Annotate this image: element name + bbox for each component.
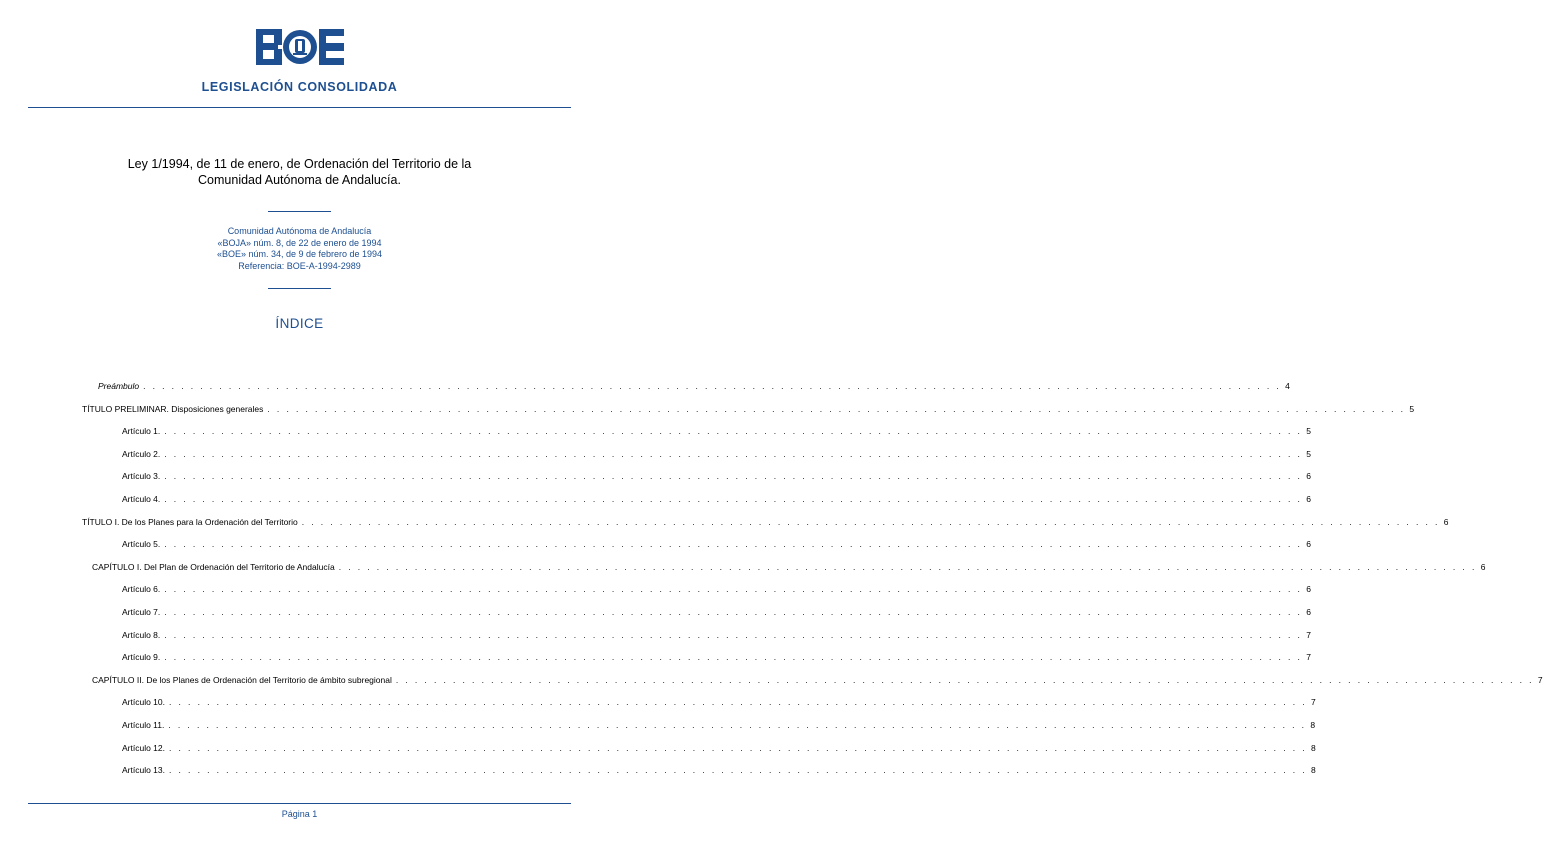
toc-entry-label: Artículo 9. — [122, 652, 161, 663]
toc-entry[interactable] — [122, 423, 1312, 437]
toc-leader-dots: . . . . . . . . . . . . . . . . . . . . . . . . . . . . . . . . . . . . . . . . . . . . . . . . . . . . . . . . . . . . . . . . . . . . . . . . . . . . . . . . . . . . . . . . . . . . . . . . . . . . . . . . . . . . . . . . . . . . . . . . — [169, 765, 1308, 776]
index-title: ÍNDICE — [275, 316, 324, 331]
toc-entry[interactable] — [122, 740, 1316, 754]
toc-entry-label: Artículo 7. — [122, 607, 161, 617]
toc-entry-page: 6 — [1306, 494, 1312, 504]
toc-leader-dots: . . . . . . . . . . . . . . . . . . . . . . . . . . . . . . . . . . . . . . . . . . . . . . . . . . . . . . . . . . . . . . . . . . . . . . . . . . . . . . . . . . . . . . . . . . . . . . . . . . . . . . . . . . . . . . . . . . . . . . . . — [301, 516, 1440, 527]
toc-entry-label: Artículo 4. — [122, 494, 161, 504]
toc-entry[interactable] — [122, 604, 1312, 618]
toc-leader-dots: . . . . . . . . . . . . . . . . . . . . . . . . . . . . . . . . . . . . . . . . . . . . . . . . . . . . . . . . . . . . . . . . . . . . . . . . . . . . . . . . . . . . . . . . . . . . . . . . . . . . . . . . . . . . . . . . . . . . . . . . — [164, 426, 1303, 437]
toc-entry-page: 7 — [1306, 629, 1312, 640]
toc-entry-page: 5 — [1306, 426, 1312, 437]
toc-leader-dots: . . . . . . . . . . . . . . . . . . . . . . . . . . . . . . . . . . . . . . . . . . . . . . . . . . . . . . . . . . . . . . . . . . . . . . . . . . . . . . . . . . . . . . . . . . . . . . . . . . . . . . . . . . . . . . . . . . . . . . . . — [169, 742, 1308, 753]
toc-leader-dots: . . . . . . . . . . . . . . . . . . . . . . . . . . . . . . . . . . . . . . . . . . . . . . . . . . . . . . . . . . . . . . . . . . . . . . . . . . . . . . . . . . . . . . . . . . . . . . . . . . . . . . . . . . . . . . . . . . . . . . . . — [164, 539, 1303, 550]
toc-leader-dots: . . . . . . . . . . . . . . . . . . . . . . . . . . . . . . . . . . . . . . . . . . . . . . . . . . . . . . . . . . . . . . . . . . . . . . . . . . . . . . . . . . . . . . . . . . . . . . . . . . . . . . . . . . . . . . . . . . . . . . . . — [164, 584, 1303, 595]
toc-entry[interactable] — [122, 468, 1312, 482]
meta-region: Comunidad Autónoma de Andalucía — [227, 226, 372, 236]
toc-leader-dots: . . . . . . . . . . . . . . . . . . . . . . . . . . . . . . . . . . . . . . . . . . . . . . . . . . . . . . . . . . . . . . . . . . . . . . . . . . . . . . . . . . . . . . . . . . . . . . . . . . . . . . . . . . . . . . . . . . . . . . . . — [143, 381, 1282, 391]
toc-leader-dots: . . . . . . . . . . . . . . . . . . . . . . . . . . . . . . . . . . . . . . . . . . . . . . . . . . . . . . . . . . . . . . . . . . . . . . . . . . . . . . . . . . . . . . . . . . . . . . . . . . . . . . . . . . . . . . . . . . . . . . . . — [164, 652, 1303, 663]
toc-entry[interactable] — [82, 514, 1449, 528]
toc-entry[interactable] — [122, 627, 1312, 641]
toc-entry-page: 5 — [1409, 403, 1415, 414]
toc-entry-page: 7 — [1306, 652, 1312, 663]
toc-leader-dots: . . . . . . . . . . . . . . . . . . . . . . . . . . . . . . . . . . . . . . . . . . . . . . . . . . . . . . . . . . . . . . . . . . . . . . . . . . . . . . . . . . . . . . . . . . . . . . . . . . . . . . . . . . . . . . . . . . . . . . . . — [164, 471, 1303, 482]
toc-entry[interactable] — [92, 559, 1486, 573]
toc-entry[interactable] — [92, 672, 1543, 686]
toc-entry-label: CAPÍTULO II. De los Planes de Ordenación del Territorio de ámbito subregional — [92, 674, 392, 685]
toc-entry-label: Artículo 3. — [122, 471, 161, 482]
toc-entry-page: 7 — [1311, 697, 1316, 708]
toc-entry[interactable] — [98, 378, 1290, 392]
toc-entry-label: Artículo 6. — [122, 584, 161, 595]
meta-boe: «BOE» núm. 34, de 9 de febrero de 1994 — [216, 249, 383, 259]
toc-entry-label: Artículo 5. — [122, 539, 161, 550]
toc-leader-dots: . . . . . . . . . . . . . . . . . . . . . . . . . . . . . . . . . . . . . . . . . . . . . . . . . . . . . . . . . . . . . . . . . . . . . . . . . . . . . . . . . . . . . . . . . . . . . . . . . . . . . . . . . . . . . . . . . . . . . . . . — [164, 494, 1303, 504]
toc-leader-dots: . . . . . . . . . . . . . . . . . . . . . . . . . . . . . . . . . . . . . . . . . . . . . . . . . . . . . . . . . . . . . . . . . . . . . . . . . . . . . . . . . . . . . . . . . . . . . . . . . . . . . . . . . . . . . . . . . . . . . . . . — [164, 629, 1303, 640]
toc-entry-label: Artículo 1. — [122, 426, 161, 437]
toc-entry[interactable] — [122, 762, 1316, 776]
toc-entry-page: 6 — [1480, 561, 1486, 572]
toc-entry[interactable] — [122, 581, 1312, 595]
toc-leader-dots: . . . . . . . . . . . . . . . . . . . . . . . . . . . . . . . . . . . . . . . . . . . . . . . . . . . . . . . . . . . . . . . . . . . . . . . . . . . . . . . . . . . . . . . . . . . . . . . . . . . . . . . . . . . . . . . . . . . . . . . . — [267, 403, 1406, 414]
toc-entry-page: 6 — [1306, 471, 1312, 482]
toc-entry-label: Preámbulo — [98, 381, 140, 391]
toc-entry-page: 5 — [1306, 448, 1312, 459]
toc-entry-label: Artículo 13. — [122, 765, 165, 776]
toc-entry-page: 8 — [1310, 720, 1316, 730]
toc-entry-page: 8 — [1311, 742, 1316, 753]
toc-entry-page: 8 — [1311, 765, 1316, 776]
toc-leader-dots: . . . . . . . . . . . . . . . . . . . . . . . . . . . . . . . . . . . . . . . . . . . . . . . . . . . . . . . . . . . . . . . . . . . . . . . . . . . . . . . . . . . . . . . . . . . . . . . . . . . . . . . . . . . . . . . . . . . . . . . . — [395, 674, 1534, 685]
toc-leader-dots: . . . . . . . . . . . . . . . . . . . . . . . . . . . . . . . . . . . . . . . . . . . . . . . . . . . . . . . . . . . . . . . . . . . . . . . . . . . . . . . . . . . . . . . . . . . . . . . . . . . . . . . . . . . . . . . . . . . . . . . . — [169, 697, 1308, 708]
toc-leader-dots: . . . . . . . . . . . . . . . . . . . . . . . . . . . . . . . . . . . . . . . . . . . . . . . . . . . . . . . . . . . . . . . . . . . . . . . . . . . . . . . . . . . . . . . . . . . . . . . . . . . . . . . . . . . . . . . . . . . . . . . . — [164, 607, 1303, 617]
page-number: Página 1 — [281, 809, 318, 819]
toc-leader-dots: . . . . . . . . . . . . . . . . . . . . . . . . . . . . . . . . . . . . . . . . . . . . . . . . . . . . . . . . . . . . . . . . . . . . . . . . . . . . . . . . . . . . . . . . . . . . . . . . . . . . . . . . . . . . . . . . . . . . . . . . — [168, 720, 1307, 730]
toc-entry-label: CAPÍTULO I. Del Plan de Ordenación del Territorio de Andalucía — [92, 561, 335, 572]
meta-reference: Referencia: BOE-A-1994-2989 — [238, 260, 361, 271]
toc-entry-page: 7 — [1537, 674, 1543, 685]
meta-boja: «BOJA» núm. 8, de 22 de enero de 1994 — [217, 237, 382, 248]
toc-entry-label: Artículo 10. — [122, 697, 165, 708]
toc-entry-label: TÍTULO I. De los Planes para la Ordenación del Territorio — [82, 516, 298, 527]
toc-entry-page: 4 — [1285, 381, 1290, 391]
toc-entry-page: 6 — [1306, 539, 1312, 550]
toc-leader-dots: . . . . . . . . . . . . . . . . . . . . . . . . . . . . . . . . . . . . . . . . . . . . . . . . . . . . . . . . . . . . . . . . . . . . . . . . . . . . . . . . . . . . . . . . . . . . . . . . . . . . . . . . . . . . . . . . . . . . . . . . — [164, 448, 1303, 459]
toc-entry-label: TÍTULO PRELIMINAR. Disposiciones generales — [82, 403, 264, 414]
toc-entry[interactable] — [122, 717, 1316, 731]
toc-entry-page: 6 — [1306, 584, 1312, 595]
toc-entry[interactable] — [122, 446, 1312, 460]
toc-entry[interactable] — [82, 401, 1415, 415]
document-title-line2: Comunidad Autónoma de Andalucía. — [198, 173, 401, 187]
toc-entry[interactable] — [122, 491, 1312, 505]
toc-entry-label: Artículo 8. — [122, 629, 161, 640]
toc-leader-dots: . . . . . . . . . . . . . . . . . . . . . . . . . . . . . . . . . . . . . . . . . . . . . . . . . . . . . . . . . . . . . . . . . . . . . . . . . . . . . . . . . . . . . . . . . . . . . . . . . . . . . . . . . . . . . . . . . . . . . . . . — [338, 561, 1477, 572]
header-title: LEGISLACIÓN CONSOLIDADA — [201, 80, 398, 94]
toc-entry-label: Artículo 12. — [122, 742, 165, 753]
toc-entry-label: Artículo 2. — [122, 448, 161, 459]
toc-entry-page: 6 — [1306, 607, 1312, 617]
toc-entry[interactable] — [122, 649, 1312, 663]
footer-rule — [28, 803, 571, 804]
toc-entry-page: 6 — [1443, 516, 1449, 527]
toc-entry[interactable] — [122, 536, 1312, 550]
document-title-line1: Ley 1/1994, de 11 de enero, de Ordenación del Territorio de la — [127, 157, 472, 171]
toc-entry-label: Artículo 11. — [122, 720, 165, 730]
toc-entry[interactable] — [122, 694, 1316, 708]
